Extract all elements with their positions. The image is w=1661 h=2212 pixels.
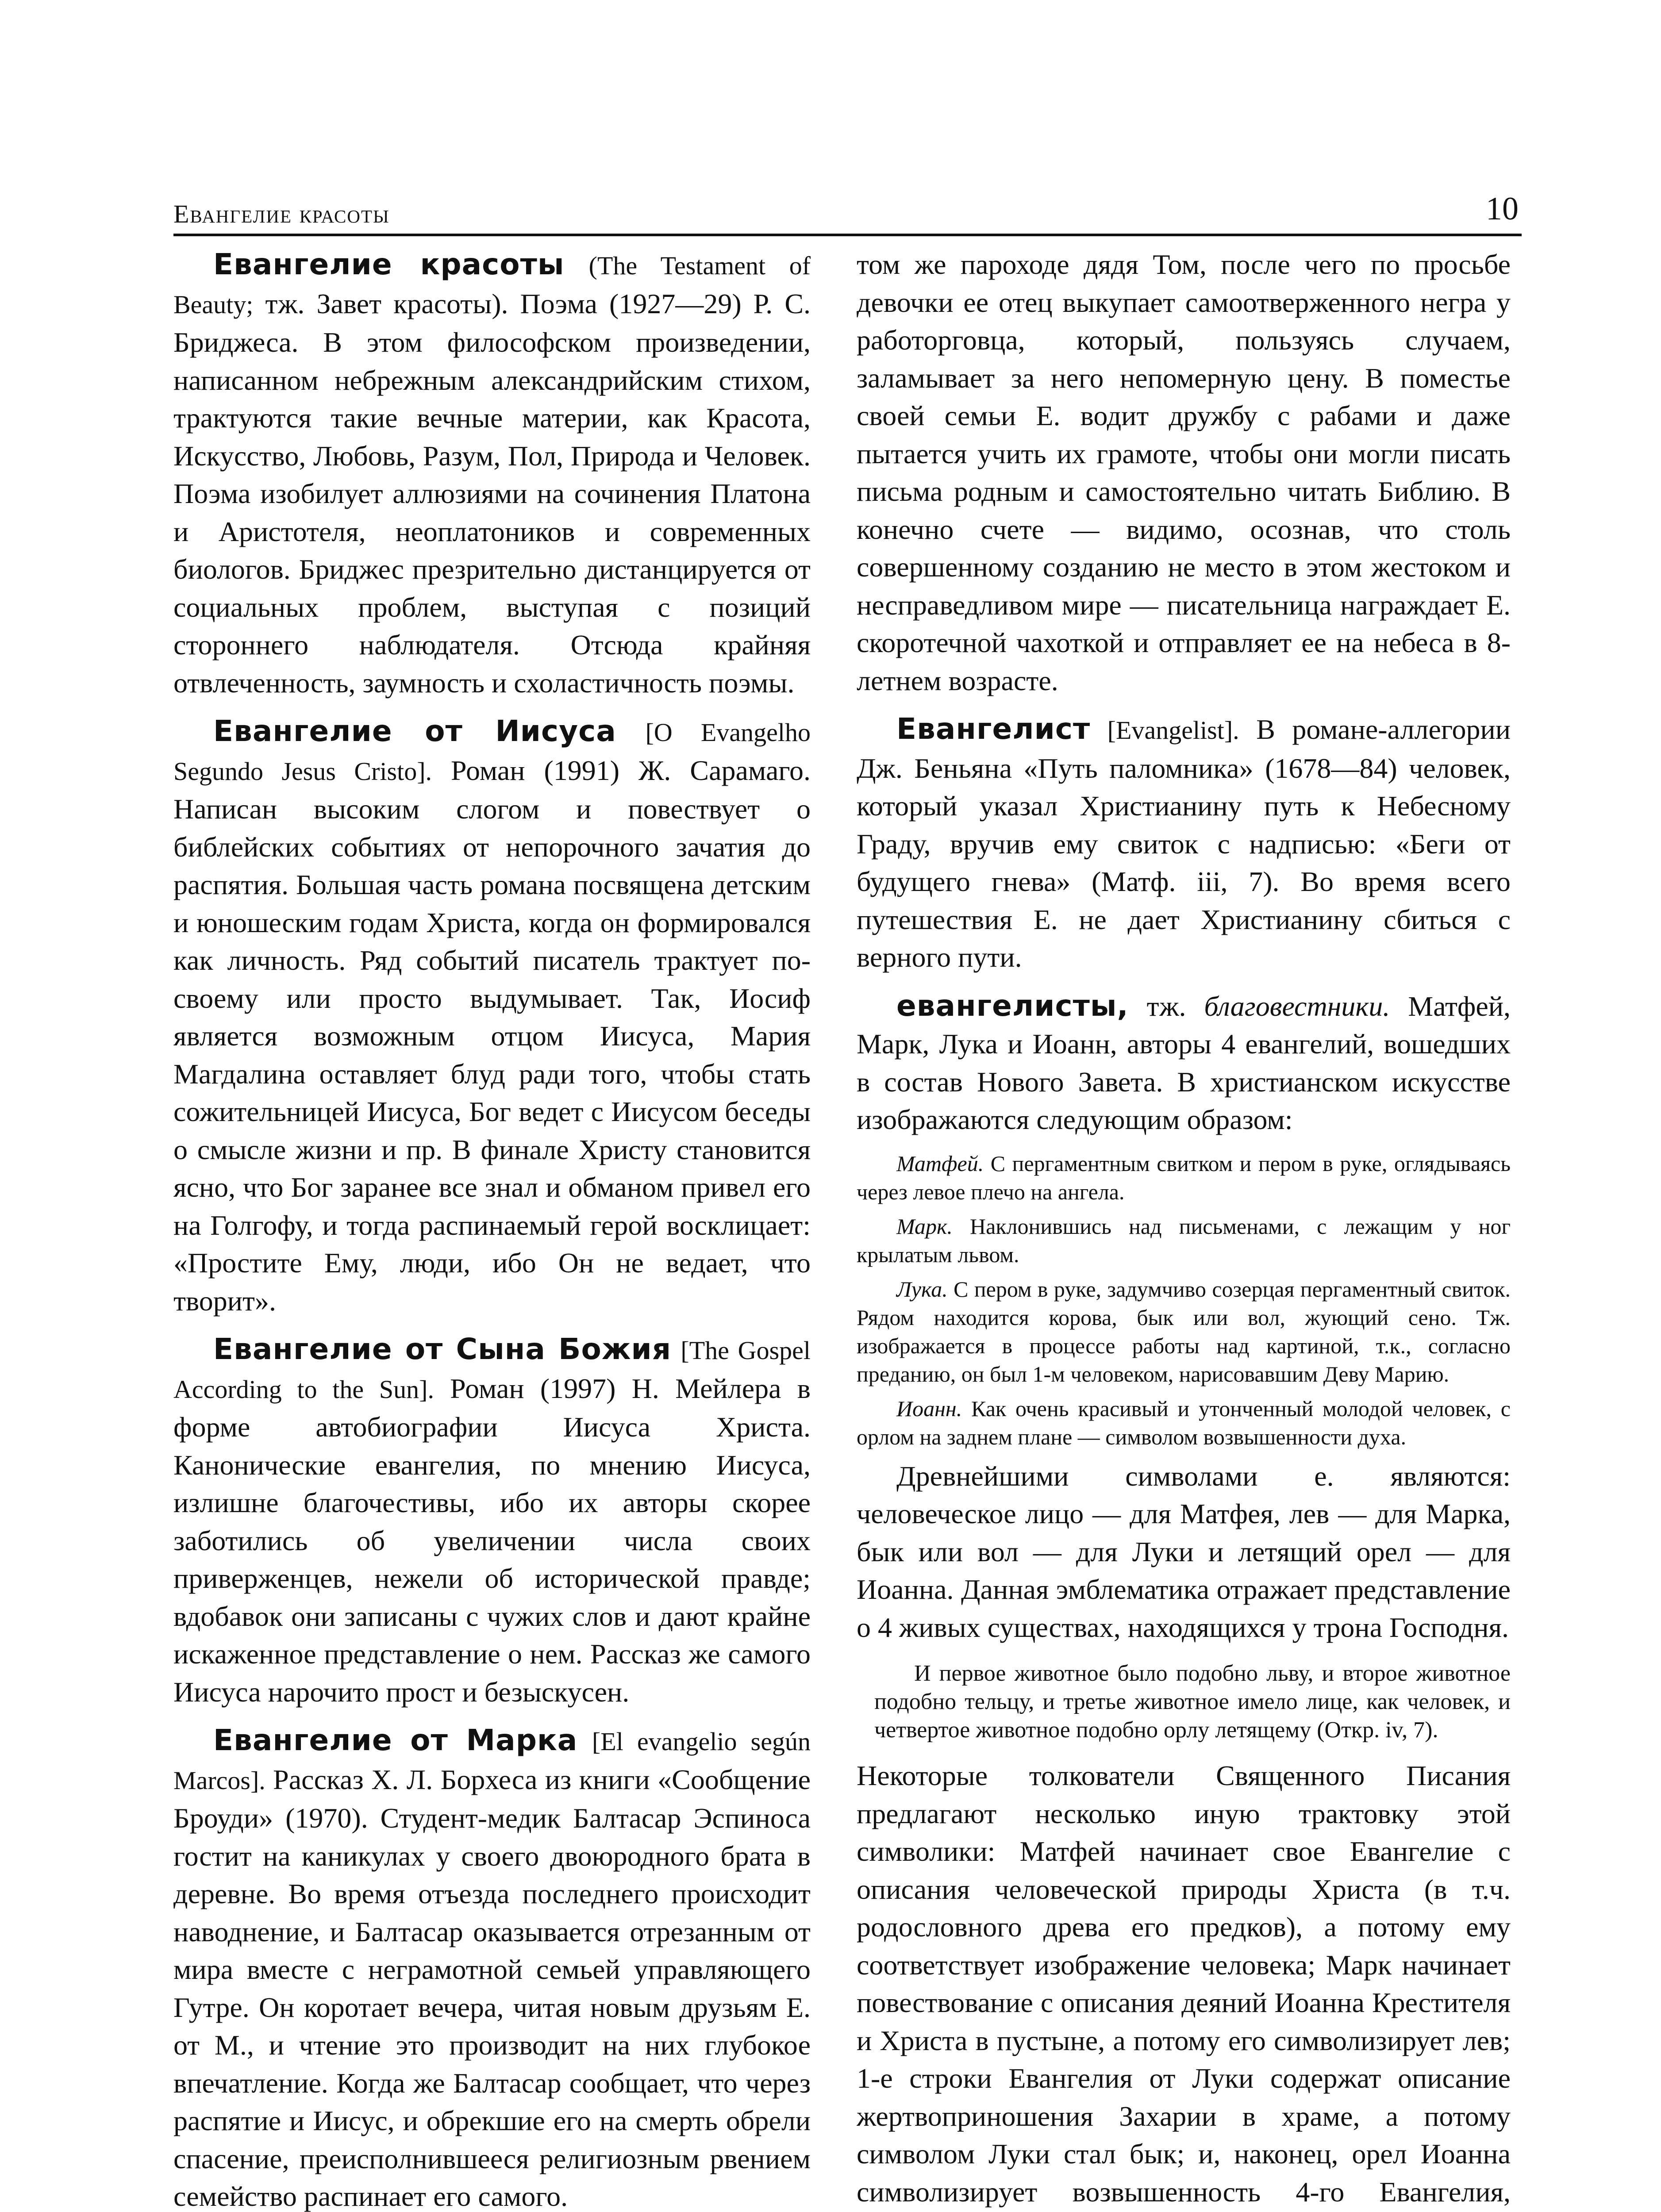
left-column [173, 246, 811, 2212]
entry-text: Рассказ Х. Л. Борхеса из книги «Сообщение Броуди» (1970). Студент-медик Балтасар Эспиноса гостит на каникулах у своего двоюродного брата в деревне. Во время отъезда последнего происходит наводнение, и Балтасар оказывается отрезанным от мира вместе с неграмотной семьей управляющего Гутре. Он коротает вечера, читая новым друзьям Е. от М., и чтение это производит на них глубокое впечатление. Когда же Балтасар сообщает, что через распятие и Иисус, и обрекшие его на смерть обрели спасение, преисполнившееся религиозным рвением семейство распинает его самого. [173, 1763, 811, 2212]
entry-continuation: том же пароходе дядя Том, после чего по просьбе девочки ее отец выкупает самоотверженного негра у работорговца, который, пользуясь случаем, заламывает за него непомерную цену. В поместье своей семьи Е. водит дружбу с рабами и даже пытается учить их грамоте, чтобы они могли писать письма родным и самостоятельно читать Библию. В конечно счете — видимо, осознав, что столь совершенному созданию не место в этом жестоком и несправедливом мире — писательница награждает Е. скоротечной чахоткой и отправляет ее на небеса в 8-летнем возрасте. [857, 249, 1511, 696]
alt-name: благовестники. [1204, 990, 1390, 1022]
evangelist-name: Матфей. [896, 1151, 984, 1176]
bible-quote: И первое животное было подобно льву, и второе животное подобно тельцу, и третье животное имело лице, как человек, и четвертое животное подобно орлу летящему (Откр. iv, 7). [874, 1661, 1511, 1743]
subentry-mark [857, 1212, 1511, 1269]
headword: Евангелие красоты [213, 247, 565, 281]
original-title: [The Gospel According to the Sun]. [173, 1336, 811, 1404]
evangelist-name: Иоанн. [896, 1396, 962, 1421]
subentry-luka [857, 1275, 1511, 1388]
headword: евангелисты, [896, 988, 1129, 1023]
subentry-text: С пергаментным свитком и пером в руке, оглядываясь через левое плечо на ангела. [857, 1151, 1511, 1204]
also-label: тж. [1146, 990, 1204, 1022]
headword: Евангелист [896, 712, 1091, 746]
entry-text: В романе-аллегории Дж. Беньяна «Путь паломника» (1678—84) человек, который указал Христианину путь к Небесному Граду, вручив ему свиток с надписью: «Беги от будущего гнева» (Матф. iii, 7). Во время всего путешествия Е. не дает Христианину сбиться с верного пути. [857, 714, 1511, 973]
entry-evangelie-ot-syna-bozhiya [173, 1330, 811, 1711]
original-title: [O Evangelho Segundo Jesus Cristo]. [173, 718, 811, 786]
original-title: (The Testament of Beauty; [173, 251, 811, 319]
subentry-ioann [857, 1394, 1511, 1451]
original-title: [El evangelio según Marcos]. [173, 1727, 811, 1795]
headword: Евангелие от Сына Божия [213, 1332, 672, 1366]
page-number: 10 [1486, 191, 1519, 227]
entry-evangelisty [857, 987, 1511, 1139]
entry-evangelie-ot-iisusa [173, 712, 811, 1320]
paragraph-interpretation: Некоторые толкователи Священного Писания предлагают несколько иную трактовку этой символики: Матфей начинает свое Евангелие с описания человеческой природы Христа (в т.ч. родословного древа его предков), а потому ему соответствует изображение человека; Марк начинает повествование с описания деяний Иоанна Крестителя и Христа в пустыне, а потому его символизирует лев; 1-е строки Евангелия от Луки содержат описание жертвоприношения Захарии в храме, а потому символом Луки стал бык; и, наконец, орел Иоанна символизирует возвышенность 4-го Евангелия, [857, 1760, 1511, 2208]
paragraph-symbols: Древнейшими символами е. являются: человеческое лицо — для Матфея, лев — для Марка, бык или вол — для Луки и летящий орел — для Иоанна. Данная эмблематика отражает представление о 4 живых существах, находящихся у трона Господня. [857, 1460, 1511, 1643]
entry-text: Роман (1997) Н. Мейлера в форме автобиографии Иисуса Христа. Канонические евангелия, по мнению Иисуса, излишне благочестивы, ибо их авторы скорее заботились об увеличении числа своих приверженцев, нежели об исторической правде; вдобавок они записаны с чужих слов и дают крайне искаженное представление о нем. Рассказ же самого Иисуса нарочито прост и безыскусен. [173, 1372, 811, 1708]
entry-text: Роман (1991) Ж. Сарамаго. Написан высоким слогом и повествует о библейских событиях от непорочного зачатия до распятия. Большая часть романа посвящена детским и юношеским годам Христа, когда он формировался как личность. Ряд событий писатель трактует по-своему или просто выдумывает. Так, Иосиф является возможным отцом Иисуса, Мария Магдалина оставляет блуд ради того, чтобы стать сожительницей Иисуса, Бог ведет с Иисусом беседы о смысле жизни и пр. В финале Христу становится ясно, что Бог заранее все знал и обманом привел его на Голгофу, и тогда распинаемый герой восклицает: «Простите Ему, люди, ибо Он не ведает, что творит». [173, 754, 811, 1317]
evangelist-name: Лука. [896, 1276, 948, 1302]
headword: Евангелие от Марка [213, 1723, 578, 1757]
subentry-matfey [857, 1149, 1511, 1206]
entry-evangelie-krasoty [173, 246, 811, 702]
evangelist-name: Марк. [896, 1214, 953, 1239]
entry-text: Матфей, Марк, Лука и Иоанн, авторы 4 евангелий, вошедших в состав Нового Завета. В христианском искусстве изображаются следующим образом: [857, 990, 1511, 1135]
subentry-text: Наклонившись над письменами, с лежащим у ног крылатым львом. [857, 1214, 1511, 1267]
original-title: [Evangelist]. [1107, 716, 1239, 745]
subentry-text: С пером в руке, задумчиво созерцая пергаментный свиток. Рядом находится корова, бык или вол, жующий сено. Тж. изображается в процессе работы над картиной, т.к., согласно преданию, он был 1-м человеком, нарисовавшим Деву Марию. [857, 1276, 1511, 1386]
running-head: Евангелие красоты [173, 200, 390, 228]
entry-evangelist [857, 710, 1511, 976]
header-rule [173, 234, 1522, 236]
entry-text: тж. Завет красоты). Поэма (1927—29) Р. С. Бриджеса. В этом философском произведении, написанном небрежным александрийским стихом, трактуются такие вечные материи, как Красота, Искусство, Любовь, Разум, Пол, Природа и Человек. Поэма изобилует аллюзиями на сочинения Платона и Аристотеля, неоплатоников и современных биологов. Бриджес презрительно дистанцируется от социальных проблем, выступая с позиций стороннего наблюдателя. Отсюда крайняя отвлеченность, заумность и схоластичность поэмы. [173, 288, 811, 699]
entry-evangelie-ot-marka [173, 1721, 811, 2212]
subentry-text: Как очень красивый и утонченный молодой человек, с орлом на заднем плане — символом возвышенности духа. [857, 1396, 1511, 1449]
headword: Евангелие от Иисуса [213, 714, 616, 748]
right-column [857, 246, 1511, 2212]
